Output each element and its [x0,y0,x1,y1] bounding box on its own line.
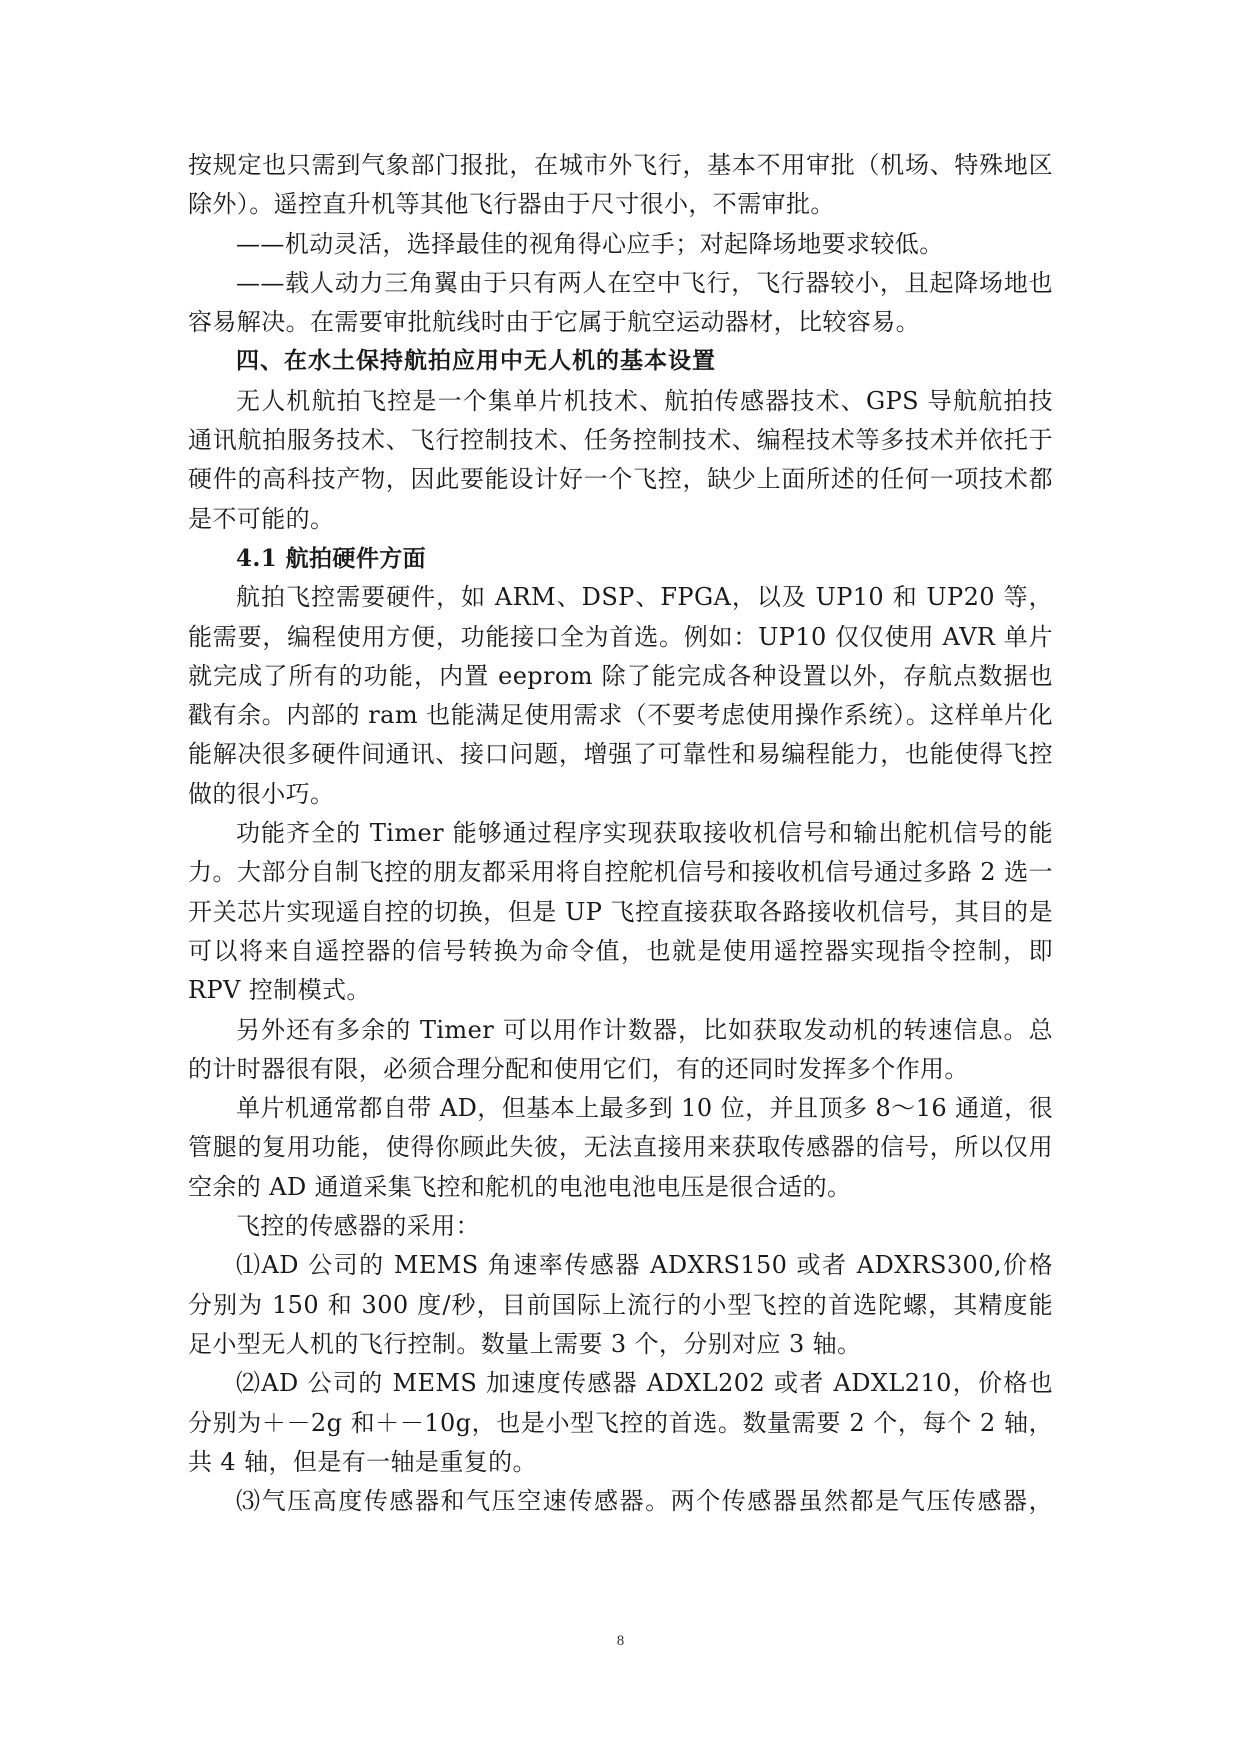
text-line: 是不可能的。 [188,504,335,533]
text-line: ⑴AD 公司的 MEMS 角速率传感器 ADXRS150 或者 ADXRS300,价格 [236,1251,1053,1280]
text-line: 做的很小巧。 [188,779,335,808]
text-line: 航拍飞控需要硬件，如 ARM、DSP、FPGA，以及 UP10 和 UP20 等， [236,583,1053,612]
text-line: 空余的 AD 通道采集飞控和舵机的电池电池电压是很合适的。 [188,1172,852,1201]
text-line: 容易解决。在需要审批航线时由于它属于航空运动器材，比较容易。 [188,308,920,337]
section-heading: 四、在水土保持航拍应用中无人机的基本设置 [236,348,716,375]
text-line: ——机动灵活，选择最佳的视角得心应手；对起降场地要求较低。 [236,229,944,258]
text-line: 能解决很多硬件间通讯、接口问题，增强了可靠性和易编程能力，也能使得飞控 [188,740,1053,769]
text-line: ——载人动力三角翼由于只有两人在空中飞行，飞行器较小，且起降场地也 [236,268,1053,297]
subsection-heading: 4.1 航拍硬件方面 [236,544,427,572]
text-line: 力。大部分自制飞控的朋友都采用将自控舵机信号和接收机信号通过多路 2 选一 [188,858,1053,887]
text-line: RPV 控制模式。 [188,976,371,1005]
text-line: 另外还有多余的 Timer 可以用作计数器，比如获取发动机的转速信息。总 [236,1015,1053,1044]
text-line: 共 4 轴，但是有一轴是重复的。 [188,1447,537,1476]
text-line: 飞控的传感器的采用： [236,1212,480,1241]
text-line: 开关芯片实现遥自控的切换，但是 UP 飞控直接获取各路接收机信号，其目的是 [188,897,1053,926]
document-body [188,146,1053,1521]
text-line: 能需要，编程使用方便，功能接口全为首选。例如：UP10 仅仅使用 AVR 单片 [188,622,1053,651]
text-line: 分别为 150 和 300 度/秒，目前国际上流行的小型飞控的首选陀螺，其精度能 [188,1290,1053,1319]
text-line: 无人机航拍飞控是一个集单片机技术、航拍传感器技术、GPS 导航航拍技 [236,386,1053,415]
text-line: 管腿的复用功能，使得你顾此失彼，无法直接用来获取传感器的信号，所以仅用 [188,1133,1053,1162]
text-line: 单片机通常都自带 AD，但基本上最多到 10 位，并且顶多 8～16 通道，很 [236,1094,1053,1123]
text-line: 足小型无人机的飞行控制。数量上需要 3 个，分别对应 3 轴。 [188,1329,862,1358]
text-line: 除外）。遥控直升机等其他飞行器由于尺寸很小，不需审批。 [188,190,835,219]
text-line: 通讯航拍服务技术、飞行控制技术、任务控制技术、编程技术等多技术并依托于 [188,426,1053,455]
text-line: 就完成了所有的功能，内置 eeprom 除了能完成各种设置以外，存航点数据也 [188,661,1053,690]
text-line: 可以将来自遥控器的信号转换为命令值，也就是使用遥控器实现指令控制，即 [188,936,1053,965]
text-line: 功能齐全的 Timer 能够通过程序实现获取接收机信号和输出舵机信号的能 [236,819,1053,848]
text-line: 的计时器很有限，必须合理分配和使用它们，有的还同时发挥多个作用。 [188,1054,969,1083]
page-number: 8 [616,1633,625,1649]
text-line: ⑵AD 公司的 MEMS 加速度传感器 ADXL202 或者 ADXL210，价格也 [236,1369,1053,1398]
text-line: 分别为＋－2g 和＋－10g，也是小型飞控的首选。数量需要 2 个，每个 2 轴， [188,1408,1053,1437]
text-line: 按规定也只需到气象部门报批，在城市外飞行，基本不用审批（机场、特殊地区 [188,151,1053,179]
text-line: 硬件的高科技产物，因此要能设计好一个飞控，缺少上面所述的任何一项技术都 [188,465,1053,494]
text-line: 戳有余。内部的 ram 也能满足使用需求（不要考虑使用操作系统）。这样单片化 [188,701,1053,730]
text-line: ⑶气压高度传感器和气压空速传感器。两个传感器虽然都是气压传感器， [236,1487,1053,1516]
